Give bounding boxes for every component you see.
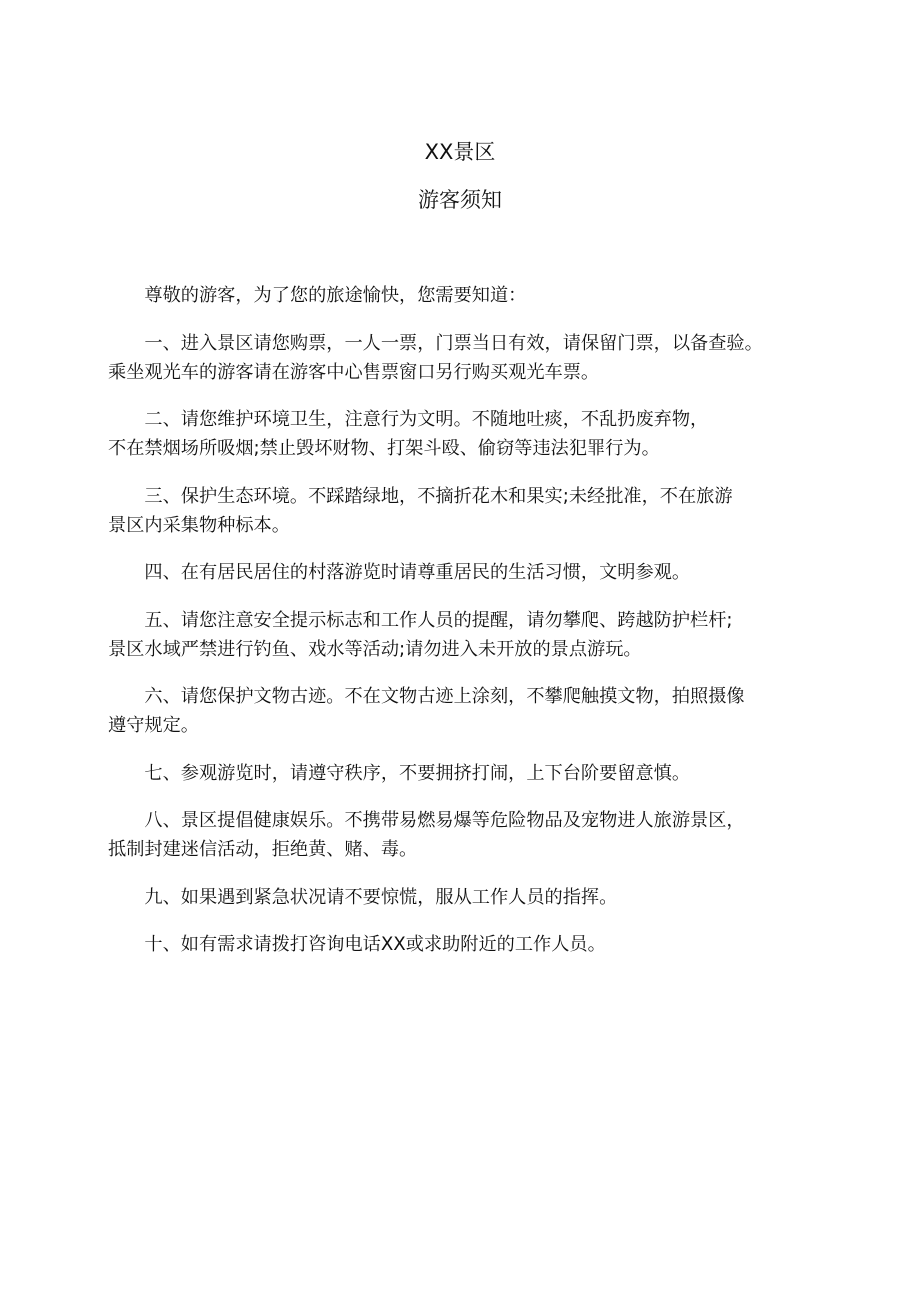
rule-item-8	[108, 806, 838, 864]
rule-item-5	[108, 606, 838, 664]
rule-item-7-line-1: 七、参观游览时，请遵守秩序，不要拥挤打闹，上下台阶要留意慎。	[144, 762, 691, 784]
intro-text: 尊敬的游客，为了您的旅途愉快，您需要知道：	[144, 285, 527, 306]
document-subtitle: 游客须知	[418, 188, 502, 212]
rule-item-8-line-2: 抵制封建迷信活动，拒绝黄、赌、毒。	[108, 839, 418, 860]
rule-item-1-line-2: 乘坐观光车的游客请在游客中心售票窗口另行购买观光车票。	[108, 361, 600, 383]
rule-item-2-line-2: 不在禁烟场所吸烟;禁止毁坏财物、打架斗殴、偷窃等违法犯罪行为。	[108, 438, 660, 459]
rule-item-8-line-1: 八、景区提倡健康娱乐。不携带易燃易爆等危险物品及宠物进人旅游景区，	[144, 810, 745, 831]
rule-item-3-line-1: 三、保护生态环境。不踩踏绿地，不摘折花木和果实;未经批准，不在旅游	[144, 485, 733, 507]
rule-item-9-line-1: 九、如果遇到紧急状况请不要惊慌，服从工作人员的指挥。	[144, 886, 618, 908]
rule-item-4	[108, 558, 838, 587]
rule-item-6	[108, 682, 838, 740]
rule-item-7	[108, 759, 838, 788]
rule-item-2	[108, 405, 838, 463]
rule-item-1-line-1: 一、进入景区请您购票，一人一票，门票当日有效，请保留门票，以备查验。	[144, 332, 763, 354]
rule-item-6-line-2: 遵守规定。	[108, 715, 199, 736]
rule-item-10-line-1: 十、如有需求请拨打咨询电话XX或求助附近的工作人员。	[144, 934, 606, 955]
rule-item-5-line-1: 五、请您注意安全提示标志和工作人员的提醒，请勿攀爬、跨越防护栏杆;	[144, 609, 733, 631]
rule-item-9	[108, 883, 838, 912]
document-body	[108, 281, 838, 978]
rule-item-4-line-1: 四、在有居民居住的村落游览时请尊重居民的生活习惯，文明参观。	[144, 562, 691, 583]
document-title: XX景区	[424, 140, 496, 164]
rule-item-10	[108, 930, 838, 959]
rule-item-3	[108, 482, 838, 540]
rule-item-2-line-1: 二、请您维护环境卫生，注意行为文明。不随地吐痰，不乱扔废弃物，	[144, 409, 709, 430]
rule-item-5-line-2: 景区水域严禁进行钓鱼、戏水等活动;请勿进入未开放的景点游玩。	[108, 638, 642, 660]
intro-paragraph	[108, 281, 838, 310]
rule-item-3-line-2: 景区内采集物种标本。	[108, 514, 290, 536]
rule-item-6-line-1: 六、请您保护文物古迹。不在文物古迹上涂刻，不攀爬触摸文物，拍照摄像	[144, 686, 745, 707]
rule-item-1	[108, 329, 838, 387]
